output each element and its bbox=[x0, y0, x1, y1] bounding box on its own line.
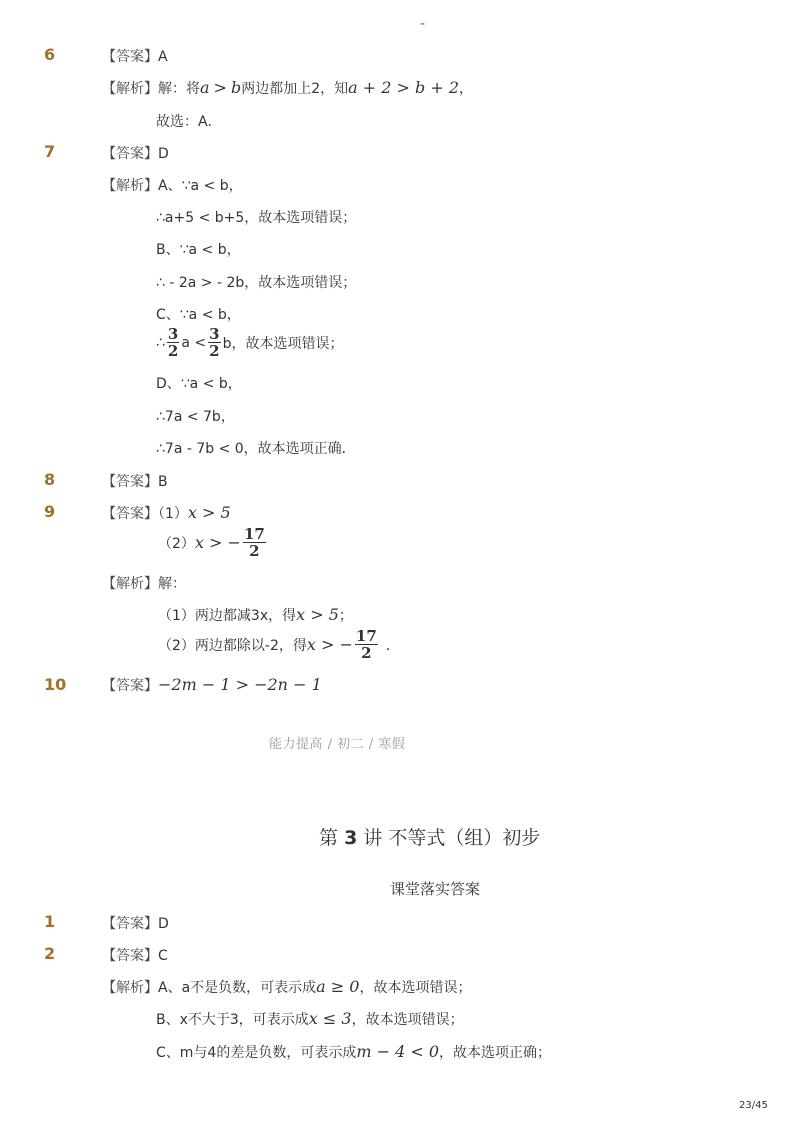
question-number: 2 bbox=[44, 944, 56, 963]
analysis-text: ，故本选项错误； bbox=[359, 980, 472, 996]
answer-value: A bbox=[158, 49, 168, 65]
analysis-text: 两边都加上2，知 bbox=[241, 81, 349, 97]
analysis-line: ∴7a - 7b < 0，故本选项正确． bbox=[156, 441, 356, 457]
answer-tag: 【答案】 bbox=[102, 474, 158, 490]
analysis-tag: 【解析】 bbox=[102, 178, 158, 194]
answer-tag: 【答案】 bbox=[102, 948, 158, 964]
answer-line bbox=[102, 471, 168, 491]
answer-line bbox=[102, 143, 169, 163]
header-mark: - bbox=[420, 16, 426, 32]
analysis-line: D、∵a < b， bbox=[156, 376, 242, 392]
question-number: 10 bbox=[44, 675, 67, 694]
math-expr: x > − bbox=[194, 533, 241, 552]
answer-tag: 【答案】 bbox=[102, 506, 158, 522]
fraction bbox=[167, 326, 179, 359]
answer-line bbox=[102, 675, 322, 695]
answer-part: （1） bbox=[158, 506, 188, 522]
analysis-text: ； bbox=[338, 608, 353, 624]
analysis-tag: 【解析】 bbox=[102, 980, 158, 996]
answer-value: C bbox=[158, 948, 168, 964]
analysis-tag: 【解析】 bbox=[102, 576, 158, 592]
analysis-text: ∴ bbox=[156, 334, 165, 351]
question-number: 9 bbox=[44, 502, 56, 521]
analysis-text: （1）两边都减3x，得 bbox=[158, 608, 297, 624]
fraction-numerator: 3 bbox=[209, 325, 220, 343]
analysis-line bbox=[102, 175, 243, 195]
fraction-numerator: 17 bbox=[243, 525, 265, 543]
math-expr: −2m − 1 > −2n − 1 bbox=[158, 675, 322, 694]
math-expr: x > 5 bbox=[187, 503, 231, 522]
answer-tag: 【答案】 bbox=[102, 916, 158, 932]
answer-tag: 【答案】 bbox=[102, 678, 158, 694]
fraction bbox=[208, 326, 220, 359]
analysis-line bbox=[156, 326, 343, 359]
analysis-text: A、a不是负数，可表示成 bbox=[158, 980, 317, 996]
lecture-prefix: 第 bbox=[319, 827, 339, 849]
math-expr: x > − bbox=[306, 635, 353, 654]
fraction-denominator: 2 bbox=[167, 342, 179, 360]
analysis-text: ，故本选项正确； bbox=[439, 1045, 552, 1061]
analysis-text: A、∵a < b， bbox=[158, 178, 243, 194]
answer-line bbox=[158, 526, 268, 559]
answer-part: （2） bbox=[158, 535, 195, 552]
math-expr: x > 5 bbox=[296, 605, 339, 624]
analysis-text: 解： bbox=[158, 576, 186, 592]
analysis-text: 解：将 bbox=[158, 81, 200, 97]
analysis-line bbox=[158, 628, 400, 661]
analysis-line: ∴7a < 7b， bbox=[156, 409, 235, 425]
analysis-line bbox=[156, 1009, 464, 1029]
analysis-line: 故选：A． bbox=[156, 114, 222, 130]
analysis-line bbox=[156, 1042, 551, 1062]
math-expr: a + 2 > b + 2 bbox=[348, 78, 459, 97]
answer-line bbox=[102, 913, 169, 933]
fraction-numerator: 3 bbox=[167, 325, 179, 343]
section-title: 课堂落实答案 bbox=[390, 880, 481, 898]
answer-line bbox=[102, 945, 168, 965]
math-op: > bbox=[213, 78, 227, 97]
analysis-text: a < bbox=[181, 334, 207, 351]
analysis-line: C、∵a < b， bbox=[156, 307, 241, 323]
math-var: b bbox=[230, 78, 242, 97]
math-expr: m − 4 < 0 bbox=[356, 1042, 440, 1061]
breadcrumb: 能力提高 / 初二 / 寒假 bbox=[269, 737, 406, 752]
question-number: 6 bbox=[44, 45, 56, 64]
fraction-denominator: 2 bbox=[361, 644, 372, 662]
page-number: 23/45 bbox=[739, 1100, 768, 1111]
analysis-line bbox=[102, 78, 473, 98]
answer-value: D bbox=[158, 146, 169, 162]
analysis-line bbox=[158, 605, 353, 625]
fraction-denominator: 2 bbox=[209, 342, 220, 360]
fraction-numerator: 17 bbox=[355, 627, 377, 645]
analysis-line bbox=[102, 573, 186, 593]
analysis-text: ． bbox=[385, 637, 400, 654]
analysis-text: B、x不大于3，可表示成 bbox=[156, 1012, 309, 1028]
fraction bbox=[355, 628, 378, 661]
question-number: 1 bbox=[44, 912, 56, 931]
fraction bbox=[243, 526, 266, 559]
analysis-text: C、m与4的差是负数，可表示成 bbox=[156, 1045, 357, 1061]
analysis-text: （2）两边都除以-2，得 bbox=[158, 637, 307, 654]
analysis-text: ，故本选项错误； bbox=[351, 1012, 464, 1028]
lecture-suffix: 讲 不等式（组）初步 bbox=[363, 827, 541, 849]
analysis-line: B、∵a < b， bbox=[156, 242, 241, 258]
analysis-line bbox=[102, 977, 471, 997]
analysis-text: ， bbox=[459, 81, 473, 97]
answer-value: D bbox=[158, 916, 169, 932]
answer-line bbox=[102, 503, 231, 523]
answer-tag: 【答案】 bbox=[102, 146, 158, 162]
question-number: 8 bbox=[44, 470, 56, 489]
answer-value: B bbox=[158, 474, 168, 490]
analysis-line: ∴ - 2a > - 2b，故本选项错误； bbox=[156, 275, 357, 291]
lecture-title bbox=[319, 823, 540, 850]
answer-line bbox=[102, 46, 168, 66]
math-expr: a ≥ 0 bbox=[316, 977, 360, 996]
answer-tag: 【答案】 bbox=[102, 49, 158, 65]
fraction-denominator: 2 bbox=[249, 542, 260, 560]
math-var: a bbox=[200, 78, 210, 97]
analysis-text: b，故本选项错误； bbox=[222, 335, 344, 352]
math-expr: x ≤ 3 bbox=[308, 1009, 352, 1028]
analysis-line: ∴a+5 < b+5，故本选项错误； bbox=[156, 210, 357, 226]
lecture-number: 3 bbox=[344, 827, 358, 849]
question-number: 7 bbox=[44, 142, 56, 161]
analysis-tag: 【解析】 bbox=[102, 81, 158, 97]
